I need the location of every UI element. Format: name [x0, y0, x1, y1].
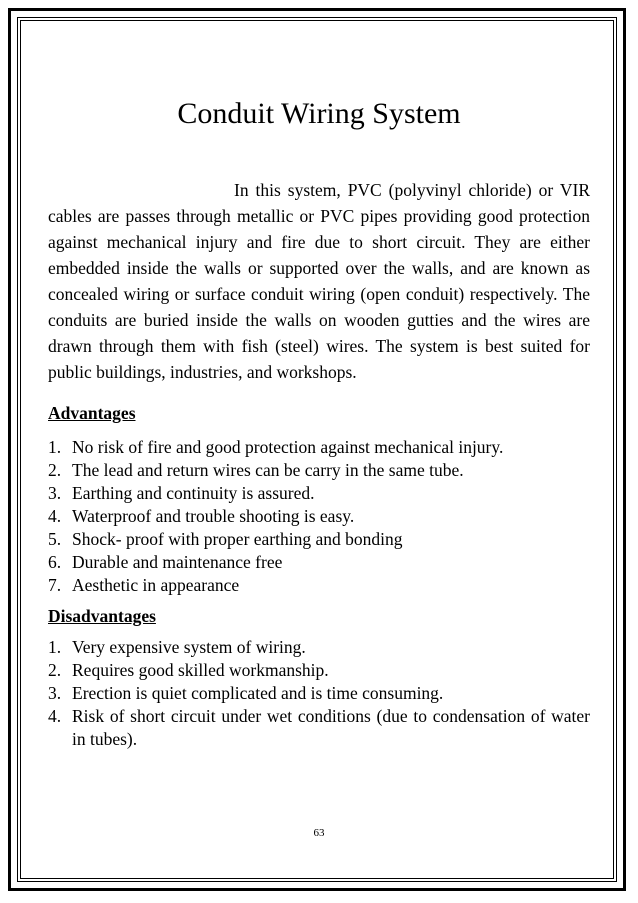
- intro-paragraph: [48, 177, 590, 385]
- list-item: [48, 574, 590, 597]
- disadvantages-list: [48, 636, 590, 751]
- list-number: 3.: [48, 683, 62, 703]
- list-number: 2.: [48, 660, 62, 680]
- list-item: [48, 551, 590, 574]
- list-item: [48, 436, 590, 459]
- list-number: 5.: [48, 529, 62, 549]
- list-number: 2.: [48, 460, 62, 480]
- list-text: Durable and maintenance free: [72, 552, 283, 572]
- list-number: 3.: [48, 483, 62, 503]
- list-item: [48, 459, 590, 482]
- list-number: 1.: [48, 437, 62, 457]
- list-number: 1.: [48, 637, 62, 657]
- list-item: [48, 705, 590, 751]
- list-item: [48, 636, 590, 659]
- list-number: 7.: [48, 575, 62, 595]
- list-text: Very expensive system of wiring.: [72, 637, 306, 657]
- list-item: [48, 682, 590, 705]
- list-item: [48, 659, 590, 682]
- list-text: The lead and return wires can be carry in the same tube.: [72, 460, 464, 480]
- list-text: Earthing and continuity is assured.: [72, 483, 315, 503]
- page-title: Conduit Wiring System: [177, 97, 461, 130]
- page-number: 63: [313, 827, 325, 839]
- disadvantages-heading: Disadvantages: [48, 606, 156, 626]
- list-text: No risk of fire and good protection against mechanical injury.: [72, 437, 504, 457]
- list-item: [48, 505, 590, 528]
- list-text: Erection is quiet complicated and is time consuming.: [72, 683, 444, 703]
- list-text: Requires good skilled workmanship.: [72, 660, 329, 680]
- list-text: Aesthetic in appearance: [72, 575, 240, 595]
- list-number: 4.: [48, 706, 62, 726]
- advantages-list: [48, 436, 590, 597]
- list-number: 6.: [48, 552, 62, 572]
- list-item: [48, 528, 590, 551]
- list-item: [48, 482, 590, 505]
- list-text: Waterproof and trouble shooting is easy.: [72, 506, 355, 526]
- intro-text: In this system, PVC (polyvinyl chloride) or VIR cables are passes through metallic or PVC pipes providing good protection against mechanical injury and fire due to short circuit. They are either embedded inside the walls or supported over the walls, and are known as concealed wiring or surface conduit wiring (open conduit) respectively. The conduits are buried inside the walls on wooden gutties and the wires are drawn through them with fish (steel) wires. The system is best suited for public buildings, industries, and workshops.: [48, 180, 590, 382]
- list-text: Shock- proof with proper earthing and bonding: [72, 529, 403, 549]
- list-number: 4.: [48, 506, 62, 526]
- advantages-heading: Advantages: [48, 403, 136, 423]
- list-text: Risk of short circuit under wet conditions (due to condensation of water in tubes).: [72, 706, 590, 749]
